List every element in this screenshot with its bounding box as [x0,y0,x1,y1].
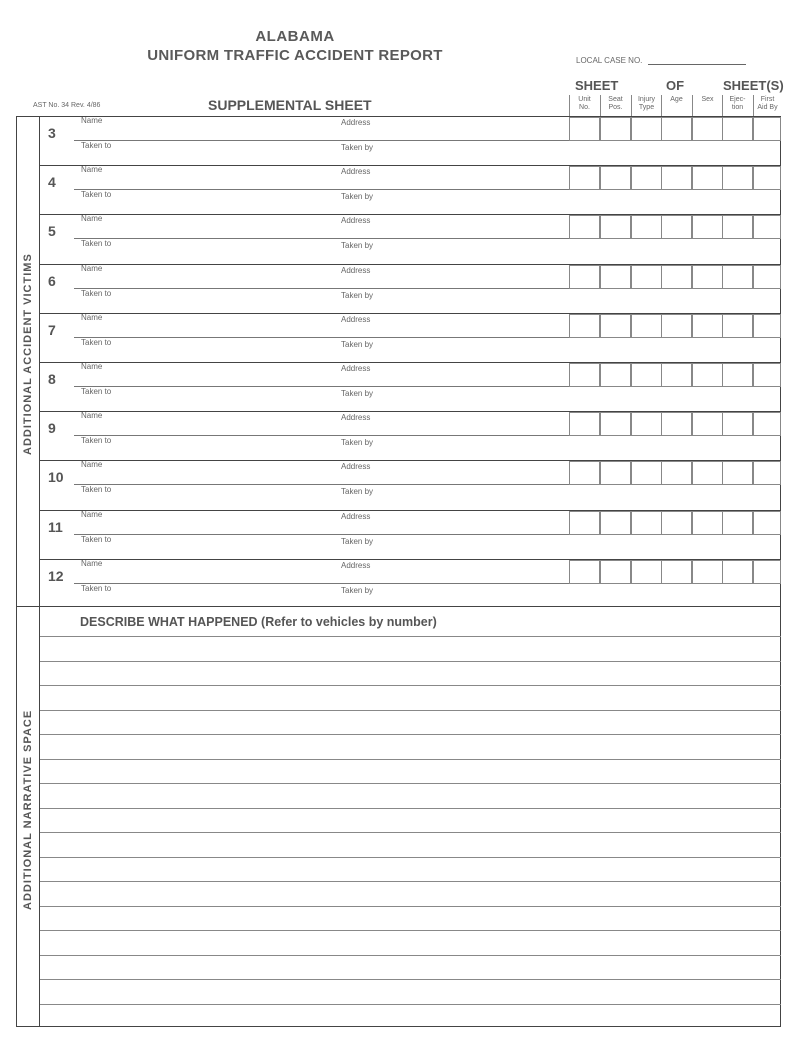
data-entry-box[interactable] [722,265,753,289]
data-entry-box[interactable] [692,117,723,141]
taken-to-label: Taken to [81,387,112,396]
name-label: Name [81,214,103,224]
narrative-line[interactable] [40,1004,781,1005]
data-entry-box[interactable] [631,412,662,436]
narrative-line[interactable] [40,832,781,833]
narrative-line[interactable] [40,734,781,735]
local-case-field[interactable] [648,64,746,65]
taken-by-label: Taken by [341,536,374,546]
narrative-line[interactable] [40,979,781,980]
column-header-line1: Injury [637,96,656,103]
data-entry-box[interactable] [692,166,723,190]
name-label: Name [81,165,103,175]
data-entry-box[interactable] [692,412,723,436]
column-header [753,95,781,117]
data-entry-box[interactable] [600,117,631,141]
address-label: Address [341,314,371,324]
taken-by-label: Taken by [341,585,374,595]
name-label: Name [81,509,103,519]
data-entry-box[interactable] [661,511,692,535]
column-header [631,95,661,117]
data-entry-box[interactable] [753,560,781,584]
narrative-line[interactable] [40,906,781,907]
data-entry-box[interactable] [631,314,662,338]
data-entry-box[interactable] [753,215,781,239]
name-label: Name [81,362,103,371]
taken-by-label: Taken by [341,339,374,349]
data-entry-box[interactable] [569,117,600,141]
taken-by-label: Taken by [341,143,374,152]
name-label: Name [81,116,103,125]
data-entry-box[interactable] [692,215,723,239]
data-entry-box[interactable] [661,215,692,239]
victim-row-number: 7 [48,321,56,338]
taken-to-label: Taken to [81,485,112,495]
narrative-line[interactable] [40,685,781,686]
side-divider [39,116,40,1027]
narrative-line[interactable] [40,636,781,637]
data-entry-box[interactable] [600,166,631,190]
taken-by-label: Taken by [341,438,374,448]
victim-row-number: 5 [48,223,56,240]
taken-by-label: Taken by [341,192,374,202]
narrative-line[interactable] [40,783,781,784]
data-entry-box[interactable] [569,215,600,239]
taken-to-label: Taken to [81,239,112,249]
name-label: Name [81,460,103,470]
narrative-line[interactable] [40,661,781,662]
data-entry-box[interactable] [753,166,781,190]
taken-by-label: Taken by [341,241,374,251]
address-label: Address [341,511,371,521]
data-entry-box[interactable] [692,511,723,535]
name-label: Name [81,411,103,421]
data-entry-box[interactable] [661,265,692,289]
sheets-label: SHEET(S) [723,78,784,93]
column-header-line1: Seat [608,96,623,103]
data-entry-box[interactable] [692,265,723,289]
victim-row-number: 12 [48,567,64,584]
column-header [722,95,752,117]
data-entry-box[interactable] [753,314,781,338]
data-entry-box[interactable] [631,560,662,584]
narrative-line[interactable] [40,710,781,711]
data-entry-box[interactable] [631,461,662,485]
taken-to-label: Taken to [81,583,112,593]
taken-to-label: Taken to [81,190,112,200]
column-header [569,95,599,117]
data-entry-box[interactable] [569,511,600,535]
column-header-line2: Aid By [757,104,778,111]
victim-row-number: 11 [48,518,63,535]
data-entry-box[interactable] [722,363,753,387]
narrative-line[interactable] [40,857,781,858]
local-case-label: LOCAL CASE NO. [576,56,643,65]
name-label: Name [81,312,103,322]
column-header [600,95,630,117]
data-entry-box[interactable] [753,363,781,387]
data-entry-box[interactable] [569,412,600,436]
data-entry-box[interactable] [631,363,662,387]
data-entry-box[interactable] [722,511,753,535]
column-header-line1: Age [670,96,683,103]
taken-to-label: Taken to [81,337,112,347]
sheet-title: SUPPLEMENTAL SHEET [208,97,372,113]
data-entry-box[interactable] [722,412,753,436]
victim-row-number: 6 [48,272,56,289]
address-label: Address [341,167,371,177]
data-entry-box[interactable] [600,412,631,436]
form-number: AST No. 34 Rev. 4/86 [33,102,101,109]
taken-to-label: Taken to [81,534,112,544]
section-divider [16,606,781,607]
narrative-side-label: ADDITIONAL NARRATIVE SPACE [22,709,34,910]
data-entry-box[interactable] [722,166,753,190]
data-entry-box[interactable] [692,314,723,338]
address-label: Address [341,560,371,570]
data-entry-box[interactable] [661,166,692,190]
taken-by-label: Taken by [341,487,374,497]
narrative-line[interactable] [40,955,781,956]
sheet-label: SHEET [575,78,619,93]
victim-row-number: 3 [48,125,56,141]
data-entry-box[interactable] [631,215,662,239]
data-entry-box[interactable] [722,215,753,239]
data-entry-box[interactable] [569,560,600,584]
taken-to-label: Taken to [81,436,112,446]
data-entry-box[interactable] [631,265,662,289]
data-entry-box[interactable] [692,461,723,485]
narrative-line[interactable] [40,930,781,931]
data-entry-box[interactable] [661,314,692,338]
data-entry-box[interactable] [753,511,781,535]
address-label: Address [341,216,371,226]
column-header-line2: Type [638,104,655,111]
narrative-line[interactable] [40,808,781,809]
data-entry-box[interactable] [692,363,723,387]
data-entry-box[interactable] [600,363,631,387]
column-header [692,95,722,117]
state-title: ALABAMA [255,28,335,45]
victim-row-number: 9 [48,420,56,437]
data-entry-box[interactable] [753,412,781,436]
data-entry-box[interactable] [661,560,692,584]
victims-side-label: ADDITIONAL ACCIDENT VICTIMS [22,253,34,455]
data-entry-box[interactable] [661,412,692,436]
data-entry-box[interactable] [600,215,631,239]
data-entry-box[interactable] [753,461,781,485]
address-label: Address [341,462,371,472]
column-header-line2: Pos. [608,104,623,111]
address-label: Address [341,364,371,373]
narrative-line[interactable] [40,759,781,760]
narrative-title: DESCRIBE WHAT HAPPENED (Refer to vehicles by number) [80,615,437,629]
column-header-line1: Unit [578,96,591,103]
data-entry-box[interactable] [692,560,723,584]
data-entry-box[interactable] [569,265,600,289]
data-entry-box[interactable] [722,461,753,485]
column-header-line2: No. [579,104,590,111]
taken-by-label: Taken by [341,389,374,398]
address-label: Address [341,265,371,275]
taken-to-label: Taken to [81,141,112,150]
column-header-line1: First [760,96,775,103]
data-entry-box[interactable] [631,117,662,141]
data-entry-box[interactable] [631,511,662,535]
of-label: OF [666,78,685,93]
data-entry-box[interactable] [600,511,631,535]
data-entry-box[interactable] [661,117,692,141]
data-entry-box[interactable] [600,560,631,584]
name-label: Name [81,263,103,273]
data-entry-box[interactable] [569,363,600,387]
column-header-line2: tion [731,104,744,111]
taken-by-label: Taken by [341,290,374,300]
data-entry-box[interactable] [600,314,631,338]
column-header-line1: Sex [701,96,714,103]
column-header-line1: Ejec- [729,96,746,103]
report-title: UNIFORM TRAFFIC ACCIDENT REPORT [147,47,443,64]
address-label: Address [341,413,371,423]
address-label: Address [341,118,371,127]
data-entry-box[interactable] [600,461,631,485]
data-entry-box[interactable] [722,314,753,338]
victim-row-number: 10 [48,469,64,486]
data-entry-box[interactable] [569,166,600,190]
data-entry-box[interactable] [753,265,781,289]
name-label: Name [81,558,103,568]
column-header [661,95,691,117]
data-entry-box[interactable] [600,265,631,289]
taken-to-label: Taken to [81,288,112,298]
victim-row-number: 8 [48,371,56,387]
data-entry-box[interactable] [569,314,600,338]
narrative-line[interactable] [40,881,781,882]
victim-row-number: 4 [48,174,56,191]
data-entry-box[interactable] [631,166,662,190]
data-entry-box[interactable] [661,461,692,485]
data-entry-box[interactable] [753,117,781,141]
data-entry-box[interactable] [722,117,753,141]
data-entry-box[interactable] [661,363,692,387]
data-entry-box[interactable] [722,560,753,584]
data-entry-box[interactable] [569,461,600,485]
